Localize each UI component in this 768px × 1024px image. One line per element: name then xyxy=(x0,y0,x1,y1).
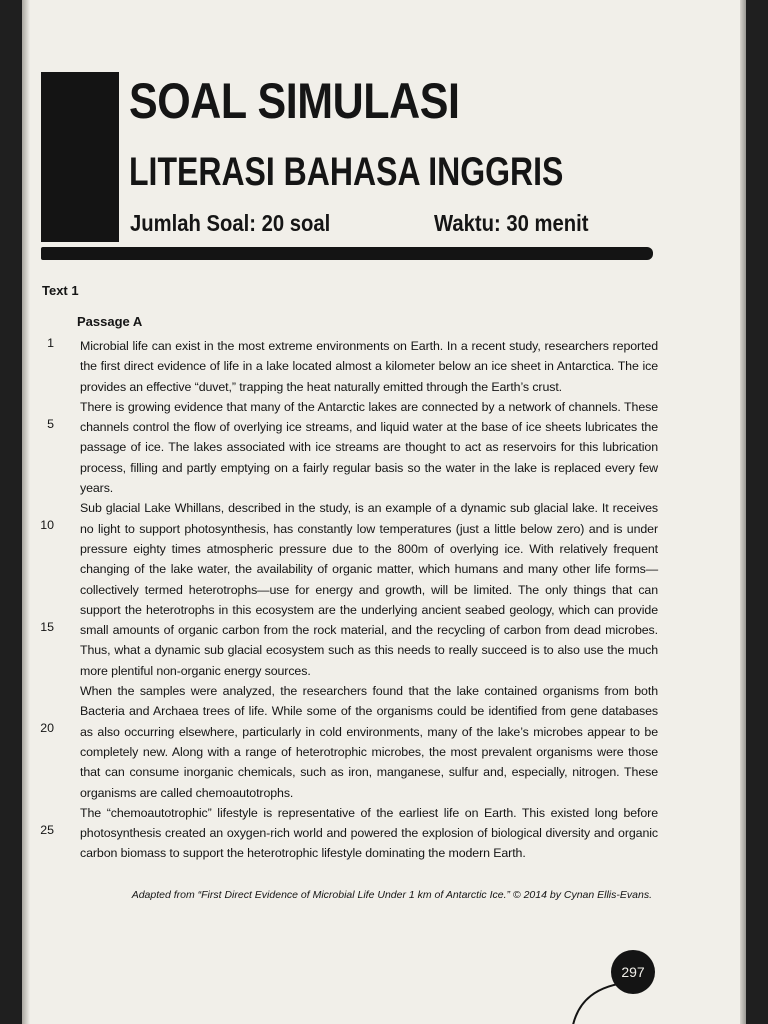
passage-label: Passage A xyxy=(77,314,143,329)
line-number: 1 xyxy=(47,336,54,350)
paragraph: There is growing evidence that many of the Antarctic lakes are connected by a network of channels. These channels control the flow of overlying ice streams, and liquid water at the base of ice sheets lubricates the passage of ice. The lakes associated with ice streams are thought to act as reservoirs for this lubrication process, filling and partly emptying on a fairly regular basis so the water in the lake is replaced every few years. xyxy=(80,399,658,496)
page-subtitle: LITERASI BAHASA INGGRIS xyxy=(129,150,564,194)
paragraph: Sub glacial Lake Whillans, described in the study, is an example of a dynamic sub glacial lake. It receives no light to support photosynthesis, has constantly low temperatures (just a little below zero) and is under pressure eighty times atmospheric pressure due to the 800m of overlying ice. With relatively frequent changing of the lake water, the availability of organic matter, which humans and many other life forms—collectively termed heterotrophs—use for energy and growth, will be limited. The only things that can support the heterotrophs in this ecosystem are the underlying ancient seabed geology, which can provide small amounts of organic carbon from the rock material, and the recycling of carbon from dead microbes. Thus, what a dynamic sub glacial ecosystem such as this needs to really succeed is to also use the much more plentiful non-organic energy sources. xyxy=(80,501,658,678)
line-number: 20 xyxy=(40,721,54,735)
line-number: 5 xyxy=(47,417,54,431)
document-page xyxy=(22,0,746,1024)
line-number: 25 xyxy=(40,823,54,837)
paragraph: The “chemoautotrophic” lifestyle is representative of the earliest life on Earth. This existed long before photosynthesis created an oxygen-rich world and powered the explosion of biological diversity and organic carbon biomass to support the heterotrophic lifestyle dominating the modern Earth. xyxy=(80,805,658,861)
page-edge-shadow xyxy=(740,0,746,1024)
header-divider-bar xyxy=(41,247,653,260)
time-limit: Waktu: 30 menit xyxy=(434,210,589,236)
page-number: 297 xyxy=(611,950,655,994)
header-black-block xyxy=(41,72,119,242)
question-count: Jumlah Soal: 20 soal xyxy=(130,210,331,236)
source-citation: Adapted from “First Direct Evidence of Microbial Life Under 1 km of Antarctic Ice.” © 2014 by Cynan Ellis-Evans. xyxy=(131,889,652,901)
text-label: Text 1 xyxy=(42,283,79,298)
line-number: 10 xyxy=(40,518,54,532)
line-number: 15 xyxy=(40,620,54,634)
page-title: SOAL SIMULASI xyxy=(129,73,460,129)
paragraph: Microbial life can exist in the most extreme environments on Earth. In a recent study, researchers reported the first direct evidence of life in a lake located almost a kilometer below an ice sheet in Antarctica. The ice provides an effective “duvet,” trapping the heat naturally emitted through the Earth’s crust. xyxy=(80,339,658,394)
paragraph: When the samples were analyzed, the researchers found that the lake contained organisms from both Bacteria and Archaea trees of life. While some of the organisms could be identified from gene databases as also occurring elsewhere, particularly in cold environments, many of the lake’s microbes appear to be completely new. Along with a range of heterotrophic microbes, the most prevalent organisms were those that can consume inorganic chemicals, such as iron, manganese, sulfur and, especially, nitrogen. These organisms are called chemoautotrophs. xyxy=(80,684,658,800)
passage-body xyxy=(80,336,658,864)
page-binding-edge xyxy=(22,0,30,1024)
